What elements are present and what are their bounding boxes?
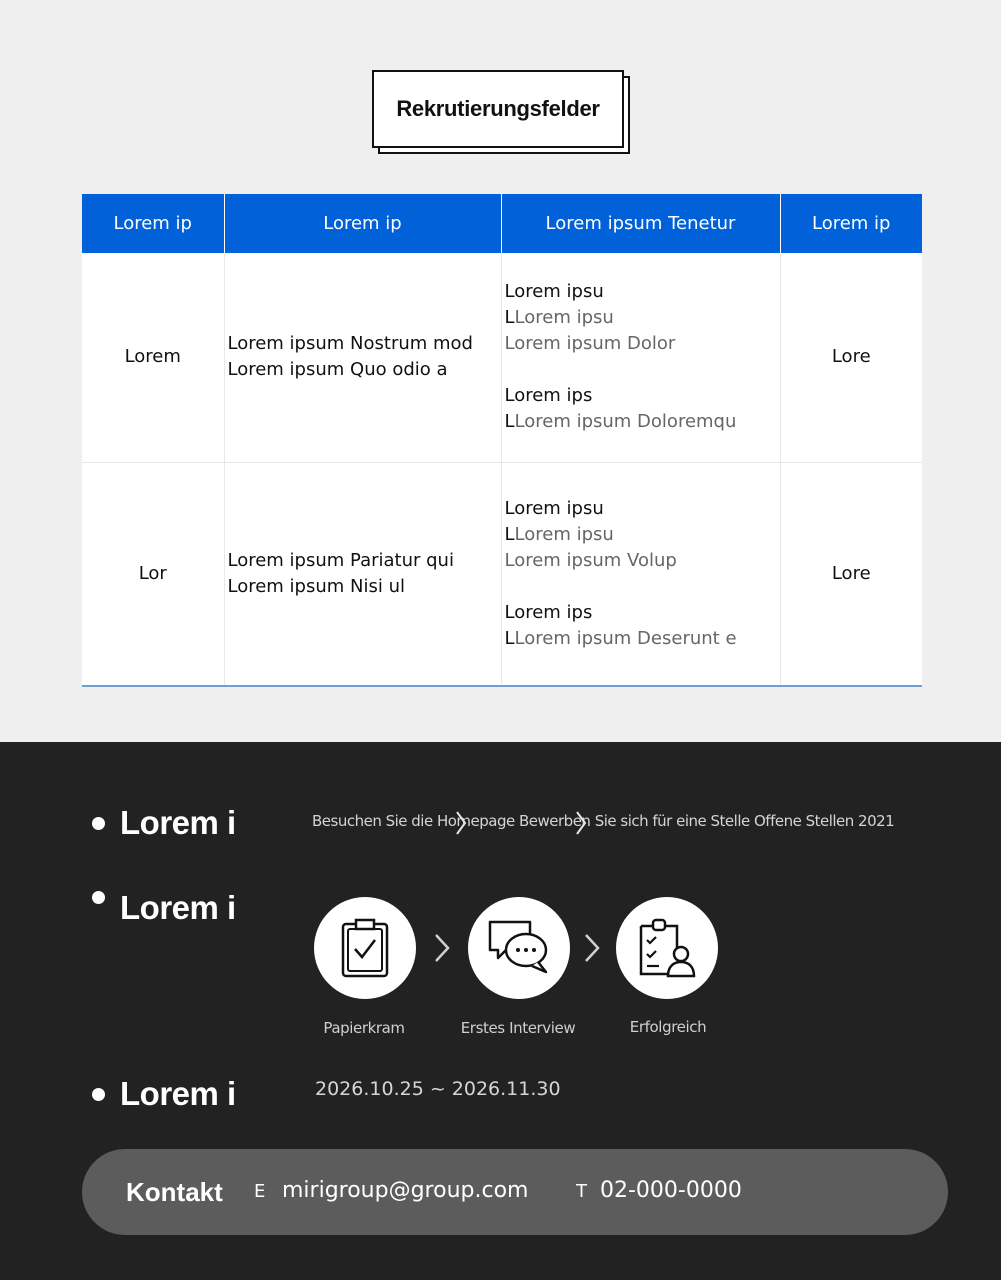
heading-label: Lorem i xyxy=(120,889,236,926)
process-step-label: Erstes Interview xyxy=(460,1019,576,1037)
table-cell: Lorem xyxy=(82,253,224,462)
chat-bubbles-icon xyxy=(486,918,552,978)
cell-line: Lorem ipsum Nostrum mod xyxy=(227,333,473,355)
clipboard-check-icon xyxy=(337,916,393,980)
contact-title: Kontakt xyxy=(126,1177,223,1207)
cell-prefix: L xyxy=(504,627,515,649)
table-cell xyxy=(224,253,501,462)
table-header-row xyxy=(82,194,922,253)
phone-link[interactable]: 02-000-0000 xyxy=(600,1178,742,1203)
cell-line: Lorem ipsum Nisi ul xyxy=(227,575,406,597)
table-cell xyxy=(501,462,780,686)
chevron-right-icon xyxy=(455,810,467,836)
cell-line: Lorem ips xyxy=(504,385,593,407)
cell-line xyxy=(505,522,777,548)
cell-line: Lorem ipsum Quo odio a xyxy=(227,359,448,381)
table-header: Lorem ip xyxy=(780,194,922,253)
contact-bar xyxy=(82,1149,948,1235)
info-heading xyxy=(92,889,236,927)
table-cell xyxy=(224,462,501,686)
process-step-label: Erfolgreich xyxy=(629,1018,707,1036)
cell-line xyxy=(505,305,777,331)
cell-subtext: Lorem ipsum Deserunt e xyxy=(514,627,737,649)
cell-line: Lorem ipsu xyxy=(504,497,604,519)
heading-label: Lorem i xyxy=(120,1075,236,1112)
table-cell: Lore xyxy=(780,462,922,686)
cell-line: Lorem ipsu xyxy=(504,281,604,303)
table-cell: Lore xyxy=(780,253,922,462)
phone-label: T xyxy=(576,1181,587,1202)
application-steps-text: Besuchen Sie die Homepage Bewerben Sie sich für eine Stelle Offene Stellen 2021 xyxy=(312,812,895,830)
cell-subtext: Lorem ipsu xyxy=(514,523,614,545)
bullet-dot xyxy=(92,891,105,904)
table-cell: Lor xyxy=(82,462,224,686)
cell-subtext: Lorem ipsum Doloremqu xyxy=(514,411,737,433)
cell-line xyxy=(505,409,777,435)
checklist-person-icon xyxy=(635,916,699,980)
process-step-circle xyxy=(616,897,718,999)
cell-line: Lorem ipsum Dolor xyxy=(504,333,676,355)
table-header: Lorem ipsum Tenetur xyxy=(501,194,780,253)
recruitment-table xyxy=(82,194,922,687)
process-step-circle xyxy=(468,897,570,999)
table-cell xyxy=(501,253,780,462)
process-step-circle xyxy=(314,897,416,999)
cell-line: Lorem ipsum Volup xyxy=(504,549,677,571)
section-title-box xyxy=(372,70,624,150)
cell-prefix: L xyxy=(504,523,515,545)
table-row xyxy=(82,462,922,686)
info-heading xyxy=(92,804,236,842)
chevron-right-icon xyxy=(433,932,451,964)
bullet-dot xyxy=(92,817,105,830)
title-box-front xyxy=(372,70,624,148)
process-step-label: Papierkram xyxy=(323,1019,405,1037)
table-header: Lorem ip xyxy=(82,194,224,253)
date-range: 2026.10.25 ~ 2026.11.30 xyxy=(315,1078,561,1100)
heading-label: Lorem i xyxy=(120,804,236,841)
cell-subtext: Lorem ipsu xyxy=(514,307,614,329)
email-label: E xyxy=(254,1181,266,1202)
cell-line: Lorem ipsum Pariatur qui xyxy=(227,549,454,571)
table-header: Lorem ip xyxy=(224,194,501,253)
cell-line xyxy=(505,626,777,652)
email-link[interactable]: mirigroup@group.com xyxy=(282,1178,529,1203)
bullet-dot xyxy=(92,1088,105,1101)
cell-line: Lorem ips xyxy=(504,601,593,623)
chevron-right-icon xyxy=(575,810,587,836)
table-row xyxy=(82,253,922,462)
info-heading xyxy=(92,1075,236,1113)
cell-prefix: L xyxy=(504,411,515,433)
chevron-right-icon xyxy=(583,932,601,964)
section-title: Rekrutierungsfelder xyxy=(396,96,600,121)
cell-prefix: L xyxy=(504,307,515,329)
